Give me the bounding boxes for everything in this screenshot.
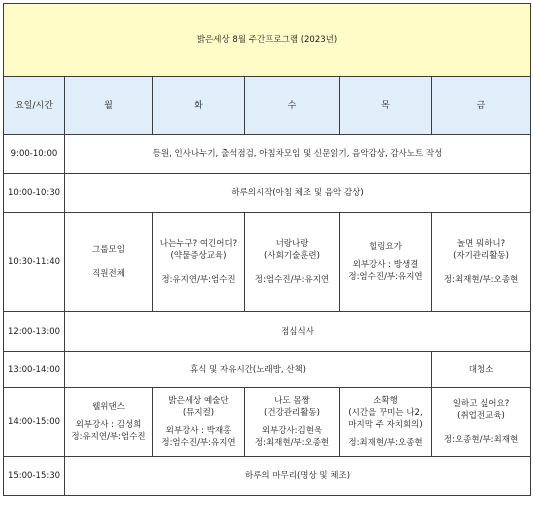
program-subtitle: (시간을 꾸미는 나2,: [348, 408, 423, 418]
header-day-wed: 수: [245, 77, 340, 135]
program-instructor: 외부강사 : 방생결: [352, 260, 419, 270]
time-1500: 15:00-15:30: [4, 457, 65, 496]
activity-1200: 점심식사: [65, 312, 531, 352]
program-subtitle: (자기관리활동): [453, 251, 509, 261]
program-title: 그룹모임: [92, 245, 125, 255]
header-day-mon: 월: [65, 77, 153, 135]
program-subtitle: (취업전교육): [457, 411, 505, 421]
row-1300: [4, 352, 531, 388]
header-row: [4, 77, 531, 135]
schedule-table: [3, 3, 531, 496]
header-day-tue: 화: [153, 77, 245, 135]
row-1400: [4, 388, 531, 457]
program-1030-fri: [432, 213, 531, 312]
activity-1000: 하루의시작(아침 체조 및 음악 감상): [65, 174, 531, 213]
program-staff: 정:유지연/부:엄수진: [71, 432, 146, 442]
program-staff: 정:최재현/부:오종현: [348, 438, 423, 448]
program-subtitle: (약물증상교육): [170, 251, 227, 261]
activity-1300-fri: 대청소: [432, 352, 531, 388]
program-title: 밝은세상 예술단: [168, 396, 229, 406]
program-title: 나도 몸짱: [274, 396, 310, 406]
row-0900: [4, 135, 531, 174]
row-1200: [4, 312, 531, 352]
program-staff: 정:엄수진/부:유지연: [254, 275, 330, 285]
program-title: 너랑나랑: [275, 239, 309, 249]
header-day-thu: 목: [340, 77, 432, 135]
program-title: 웰위댄스: [92, 402, 125, 412]
program-staff: 직원전체: [92, 269, 125, 279]
program-1400-tue: [153, 388, 245, 457]
time-1000: 10:00-10:30: [4, 174, 65, 213]
program-title: 놀면 뭐하니?: [456, 239, 506, 249]
row-1500: [4, 457, 531, 496]
time-1200: 12:00-13:00: [4, 312, 65, 352]
row-1030: [4, 213, 531, 312]
row-1000: [4, 174, 531, 213]
program-subtitle: (사회기술훈련): [264, 251, 320, 261]
program-title: 나는누구? 여긴어디?: [159, 239, 238, 249]
schedule-title: 밝은세상 8월 주간프로그램 (2023년): [4, 4, 531, 77]
program-1400-fri: [432, 388, 531, 457]
activity-1500: 하루의 마무리(명상 및 체조): [65, 457, 531, 496]
program-1400-wed: [245, 388, 340, 457]
program-title: 일하고 싶어요?: [452, 399, 510, 409]
program-staff: 정:엄수진/부:유지연: [161, 438, 236, 448]
activity-0900: 등원, 인사나누기, 출석점검, 아침차모임 및 신문읽기, 음악감상, 감사노트 작성: [65, 135, 531, 174]
program-staff: 정:엄수진/부:유지연: [348, 272, 423, 282]
program-1030-mon: [65, 213, 153, 312]
program-staff: 정:최재현/부:오종현: [254, 438, 330, 448]
program-1400-thu: [340, 388, 432, 457]
program-1030-wed: [245, 213, 340, 312]
program-1400-mon: [65, 388, 153, 457]
time-1300: 13:00-14:00: [4, 352, 65, 388]
program-staff: 정:최재현/부:오종현: [443, 275, 519, 285]
header-time-label: 요일/시간: [4, 77, 65, 135]
header-day-fri: 금: [432, 77, 531, 135]
time-1400: 14:00-15:00: [4, 388, 65, 457]
program-1030-thu: [340, 213, 432, 312]
program-staff: 정:유지연/부:엄수진: [161, 275, 236, 285]
program-title: 소확행: [373, 396, 398, 406]
time-0900: 9:00-10:00: [4, 135, 65, 174]
weekly-schedule-sheet: [3, 3, 530, 524]
program-subtitle: (건강관리활동): [264, 408, 320, 418]
program-instructor: 외부강사 : 김성희: [75, 420, 142, 430]
program-subtitle-2: 마지막 주 자치회의): [348, 420, 423, 430]
program-instructor: 외부강사:김현욱: [261, 426, 323, 436]
activity-1300: 휴식 및 자유시간(노래방, 산책): [65, 352, 432, 388]
program-staff: 정:오종현/부:최재현: [443, 435, 519, 445]
program-instructor: 외부강사 : 박재홍: [165, 426, 232, 436]
program-1030-tue: [153, 213, 245, 312]
time-1030: 10:30-11:40: [4, 213, 65, 312]
program-subtitle: (뮤지컬): [182, 408, 215, 418]
program-title: 힐링요가: [369, 242, 402, 252]
